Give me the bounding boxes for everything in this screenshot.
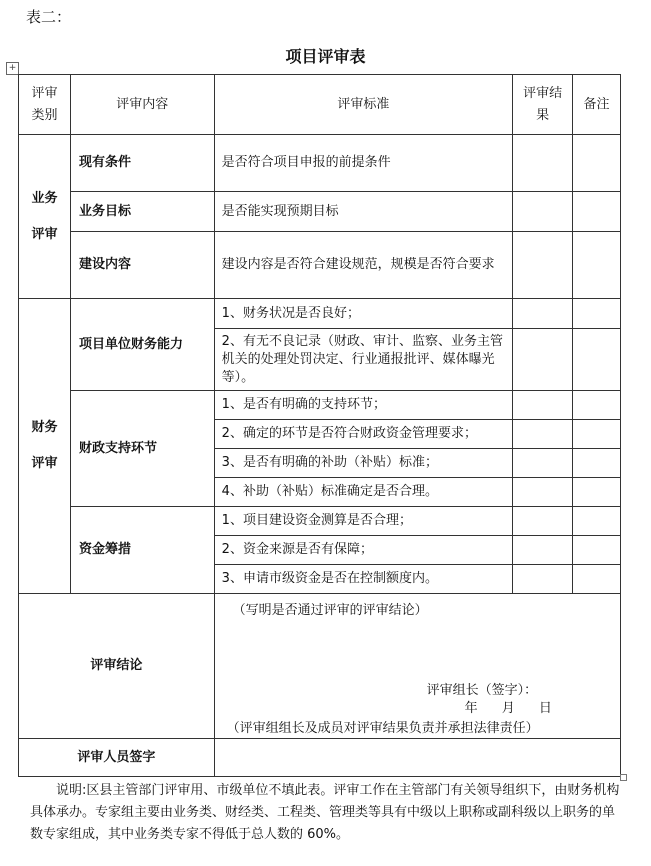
remark-cell[interactable] bbox=[573, 391, 621, 420]
standard-cell: 1、财务状况是否良好； bbox=[214, 299, 512, 329]
result-cell[interactable] bbox=[513, 192, 573, 232]
item-existing-conditions: 现有条件 bbox=[70, 135, 214, 192]
table-title: 项目评审表 bbox=[285, 47, 366, 66]
remark-cell[interactable] bbox=[573, 192, 621, 232]
result-cell[interactable] bbox=[513, 135, 573, 192]
conclusion-cell[interactable] bbox=[214, 594, 620, 739]
footnote: 说明:区县主管部门评审用、市级单位不填此表。评审工作在主管部门有关领导组织下，由财务机构具体承办。专家组主要由业务类、财经类、工程类、管理类等具有中级以上职称或副科级以上职务的单数专家组成，其中业务类专家不得低于总人数的 60%。 bbox=[30, 783, 620, 842]
signature-cell[interactable] bbox=[214, 739, 620, 777]
header-category: 评审类别 bbox=[19, 75, 71, 135]
result-cell[interactable] bbox=[513, 565, 573, 594]
header-remark: 备注 bbox=[573, 75, 621, 135]
signature-label: 评审人员签字 bbox=[19, 739, 215, 777]
header-standard: 评审标准 bbox=[214, 75, 512, 135]
standard-cell: 2、有无不良记录（财政、审计、监察、业务主管机关的处理处罚决定、行业通报批评、媒体曝光等）。 bbox=[214, 329, 512, 391]
standard-cell: 1、项目建设资金测算是否合理； bbox=[214, 507, 512, 536]
remark-cell[interactable] bbox=[573, 507, 621, 536]
remark-cell[interactable] bbox=[573, 299, 621, 329]
category-business: 业务评审 bbox=[19, 135, 71, 299]
conclusion-hint: （写明是否通过评审的评审结论） bbox=[232, 603, 428, 618]
review-table bbox=[18, 74, 621, 777]
remark-cell[interactable] bbox=[573, 449, 621, 478]
header-result: 评审结果 bbox=[513, 75, 573, 135]
remark-cell[interactable] bbox=[573, 232, 621, 299]
table-move-handle-icon[interactable]: + bbox=[6, 62, 19, 75]
standard-cell: 3、申请市级资金是否在控制额度内。 bbox=[214, 565, 512, 594]
remark-cell[interactable] bbox=[573, 329, 621, 391]
standard-cell: 建设内容是否符合建设规范，规模是否符合要求 bbox=[214, 232, 512, 299]
remark-cell[interactable] bbox=[573, 135, 621, 192]
item-fiscal-support: 财政支持环节 bbox=[70, 391, 214, 507]
remark-cell[interactable] bbox=[573, 536, 621, 565]
remark-cell[interactable] bbox=[573, 478, 621, 507]
item-financial-capacity: 项目单位财务能力 bbox=[70, 299, 214, 391]
result-cell[interactable] bbox=[513, 420, 573, 449]
standard-cell: 3、是否有明确的补助（补贴）标准； bbox=[214, 449, 512, 478]
result-cell[interactable] bbox=[513, 329, 573, 391]
item-construction-content: 建设内容 bbox=[70, 232, 214, 299]
result-cell[interactable] bbox=[513, 299, 573, 329]
standard-cell: 1、是否有明确的支持环节； bbox=[214, 391, 512, 420]
result-cell[interactable] bbox=[513, 449, 573, 478]
pre-title: 表二： bbox=[26, 8, 72, 26]
result-cell[interactable] bbox=[513, 478, 573, 507]
result-cell[interactable] bbox=[513, 391, 573, 420]
result-cell[interactable] bbox=[513, 507, 573, 536]
standard-cell: 2、资金来源是否有保障； bbox=[214, 536, 512, 565]
standard-cell: 是否能实现预期目标 bbox=[214, 192, 512, 232]
item-fund-raising: 资金筹措 bbox=[70, 507, 214, 594]
header-content: 评审内容 bbox=[70, 75, 214, 135]
leader-signature-label: 评审组长（签字）： bbox=[426, 683, 538, 698]
date-label: 年 月 日 bbox=[464, 701, 552, 716]
standard-cell: 是否符合项目申报的前提条件 bbox=[214, 135, 512, 192]
remark-cell[interactable] bbox=[573, 565, 621, 594]
remark-cell[interactable] bbox=[573, 420, 621, 449]
category-finance: 财务评审 bbox=[19, 299, 71, 594]
conclusion-label: 评审结论 bbox=[19, 594, 215, 739]
standard-cell: 4、补助（补贴）标准确定是否合理。 bbox=[214, 478, 512, 507]
standard-cell: 2、确定的环节是否符合财政资金管理要求； bbox=[214, 420, 512, 449]
responsibility-note: （评审组组长及成员对评审结果负责并承担法律责任） bbox=[226, 721, 539, 736]
item-business-goal: 业务目标 bbox=[70, 192, 214, 232]
result-cell[interactable] bbox=[513, 232, 573, 299]
result-cell[interactable] bbox=[513, 536, 573, 565]
